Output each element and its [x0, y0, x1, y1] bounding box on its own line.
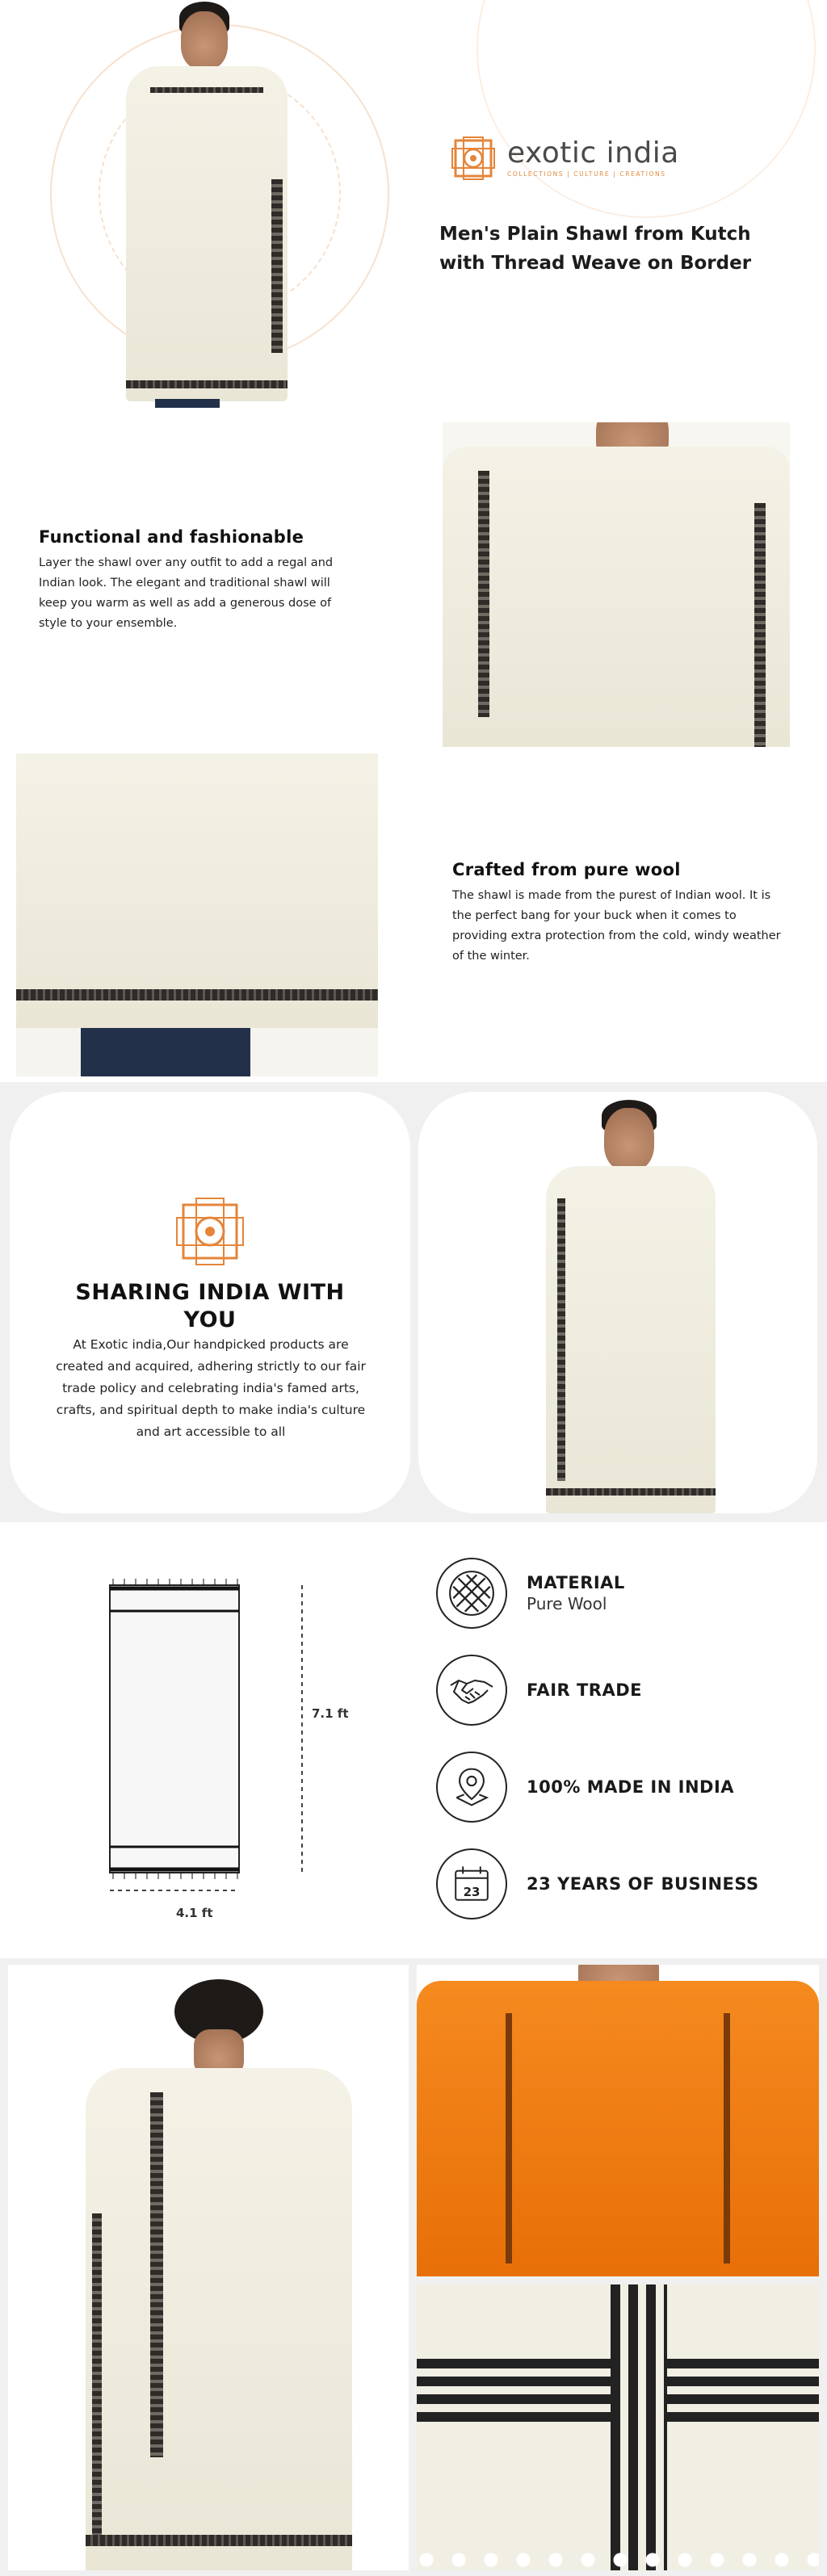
- orange-shawl: [417, 1981, 819, 2276]
- shawl-side-weave: [557, 1198, 565, 1481]
- brand-logo-icon: [449, 134, 497, 183]
- shawl-bottom-weave: [16, 989, 378, 1001]
- gallery-section: [0, 1958, 827, 2576]
- orange-shawl-photo: [417, 1965, 819, 2276]
- weave-closeup-photo: [417, 2284, 819, 2570]
- feature-heading: Functional and fashionable: [39, 527, 304, 547]
- fair-trade-label: FAIR TRADE: [527, 1680, 643, 1700]
- fringe-tassels: [417, 2549, 819, 2570]
- shawl-closeup-photo: [16, 753, 378, 1076]
- map-pin-icon: [436, 1752, 507, 1823]
- draped-shawl: [443, 447, 790, 747]
- feature-description: Layer the shawl over any outfit to add a regal and Indian look. The elegant and traditional shawl will keep you warm as well as add a generous dose of style to your ensemble.: [39, 556, 334, 630]
- hero-shawl: [126, 66, 288, 401]
- brand-lockup: [449, 134, 679, 183]
- feature-description: The shawl is made from the purest of Indian wool. It is the perfect bang for your buck when it comes to providing extra protection from the cold, windy weather of the winter.: [452, 889, 781, 963]
- fabric-weave-icon: [436, 1558, 507, 1629]
- years-label: 23 YEARS OF BUSINESS: [527, 1874, 759, 1894]
- info-row-years: [436, 1848, 759, 1919]
- brand-name: exotic india: [507, 136, 679, 170]
- model-head: [181, 11, 228, 69]
- sharing-india-card: [10, 1092, 410, 1513]
- closeup-shawl: [16, 753, 378, 1028]
- shawl-draped-photo: [443, 422, 790, 747]
- handshake-icon: [436, 1655, 507, 1726]
- back-shawl: [86, 2068, 352, 2570]
- model-jeans: [155, 399, 220, 408]
- feature-wool: [0, 747, 827, 1082]
- shawl-side-stripe: [271, 179, 283, 353]
- orange-shawl-border-right: [724, 2013, 730, 2263]
- product-title: Men's Plain Shawl from Kutch with Thread Weave on Border: [439, 224, 752, 274]
- brand-tagline: COLLECTIONS | CULTURE | CREATIONS: [507, 170, 666, 178]
- sharing-india-section: [0, 1082, 827, 1522]
- hero-banner: [0, 0, 827, 408]
- feature-text-block: [39, 527, 362, 634]
- length-label: 7.1 ft: [312, 1706, 349, 1721]
- sharing-description: At Exotic india,Our handpicked products are created and acquired, adhering strictly to our fair trade policy and celebrating india's famed arts, crafts, and spiritual depth to make india's culture and art accessible to all: [56, 1337, 366, 1439]
- shawl-left-weave: [92, 2213, 102, 2538]
- product-info-section: [0, 1522, 827, 1958]
- info-row-material: [436, 1558, 625, 1629]
- model-portrait-card: [418, 1092, 817, 1513]
- shawl-top-stripe: [150, 87, 263, 93]
- orange-shawl-border: [506, 2013, 512, 2263]
- back-view-photo: [8, 1965, 409, 2570]
- shawl-inner-weave: [150, 2092, 163, 2457]
- info-row-fair-trade: [436, 1655, 642, 1726]
- feature-heading: Crafted from pure wool: [452, 860, 681, 879]
- shawl-right-weave: [754, 503, 766, 747]
- shawl-bottom-weave: [86, 2535, 352, 2546]
- calendar-icon: [436, 1848, 507, 1919]
- info-row-made-in-india: [436, 1752, 734, 1823]
- portrait-shawl: [546, 1166, 716, 1513]
- material-value: Pure Wool: [527, 1594, 607, 1613]
- sharing-title: SHARING INDIA WITH YOU: [75, 1280, 345, 1332]
- shawl-left-weave: [478, 471, 489, 717]
- hero-model-photo: [57, 0, 307, 408]
- model-head: [604, 1108, 654, 1171]
- yantra-logo-icon: [174, 1195, 246, 1268]
- weave-band-vertical: [611, 2284, 667, 2570]
- shawl-dimension-diagram: [97, 1571, 307, 1910]
- mandala-decoration-right: [476, 0, 816, 218]
- shawl-border-stripe: [126, 380, 288, 388]
- shawl-border-stripe: [546, 1488, 716, 1496]
- material-label: MATERIAL: [527, 1573, 625, 1592]
- feature-functional: [0, 408, 827, 747]
- feature-text-block: [452, 860, 791, 967]
- made-in-india-label: 100% MADE IN INDIA: [527, 1777, 735, 1797]
- model-jeans: [81, 1028, 250, 1076]
- width-label: 4.1 ft: [176, 1906, 213, 1920]
- calendar-day: 23: [463, 1885, 481, 1899]
